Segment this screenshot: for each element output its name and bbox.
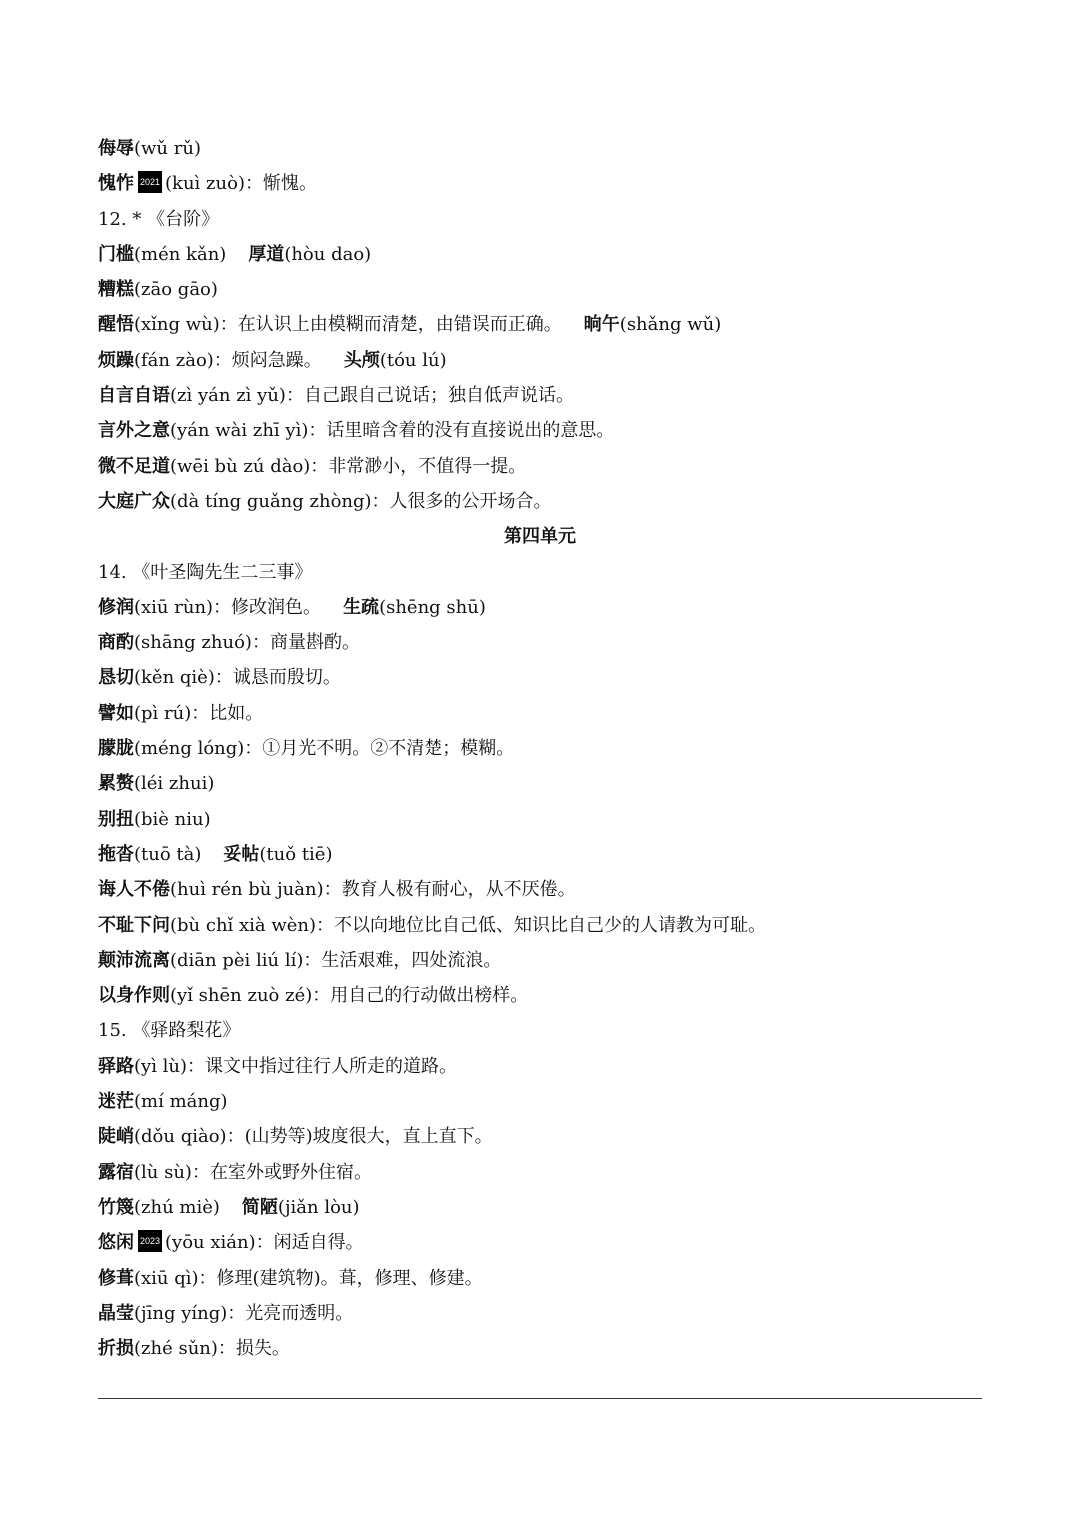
vocab-text: (tuō tà) (134, 843, 202, 865)
vocab-text: (hòu dao) (284, 243, 372, 265)
vocab-text: (yǐ shēn zuò zé)：用自己的行动做出榜样。 (170, 985, 529, 1007)
vocab-text: (zì yán zì yǔ)：自己跟自己说话；独自低声说话。 (170, 385, 574, 407)
vocab-term: 诲人不倦 (98, 879, 170, 901)
vocab-line (98, 766, 982, 801)
vocab-line (98, 1225, 982, 1260)
vocab-text: (xiū qì)：修理(建筑物)。葺，修理、修建。 (134, 1267, 483, 1289)
vocab-text: (lù sù)：在室外或野外住宿。 (134, 1161, 372, 1183)
vocab-term: 驿路 (98, 1055, 134, 1077)
vocab-line (98, 166, 982, 201)
vocab-text: 15. 《驿路梨花》 (98, 1020, 241, 1042)
vocab-term: 简陋 (241, 1196, 278, 1218)
vocab-line (98, 978, 982, 1013)
vocab-text: (xiū rùn)：修改润色。 (134, 596, 322, 618)
vocab-line (98, 837, 982, 872)
vocab-line (98, 1190, 982, 1225)
vocabulary-list (98, 131, 982, 1366)
vocab-text: (yán wài zhī yì)：话里暗含着的没有直接说出的意思。 (170, 420, 615, 442)
vocab-line (98, 202, 982, 237)
vocab-text: (yì lù)：课文中指过往行人所走的道路。 (134, 1055, 458, 1077)
vocab-line (98, 1013, 982, 1048)
vocab-text: (shēng shū) (379, 596, 486, 618)
vocab-term: 微不足道 (98, 455, 170, 477)
vocab-text: (tóu lú) (379, 349, 447, 371)
vocab-line (98, 1296, 982, 1331)
vocab-term: 侮辱 (98, 138, 134, 159)
vocab-line (98, 1331, 982, 1366)
vocab-text: (zhé sǔn)：损失。 (134, 1338, 290, 1360)
vocab-line (98, 449, 982, 484)
vocab-term: 譬如 (98, 702, 134, 724)
vocab-line (98, 908, 982, 943)
vocab-line (98, 484, 982, 519)
vocab-text: (tuǒ tiē) (259, 843, 333, 865)
vocab-line (98, 1119, 982, 1154)
vocab-text: 14. 《叶圣陶先生二三事》 (98, 561, 313, 583)
vocab-term: 悠闲 (98, 1232, 134, 1254)
unit-heading (98, 519, 982, 554)
vocab-text: (mí máng) (134, 1091, 228, 1113)
vocab-line (98, 590, 982, 625)
vocab-term: 别扭 (98, 808, 134, 830)
vocab-text: (dǒu qiào)：(山势等)坡度很大，直上直下。 (134, 1126, 493, 1148)
year-badge: 2023 (138, 1230, 162, 1252)
vocab-line (98, 272, 982, 307)
vocab-line (98, 660, 982, 695)
vocab-term: 以身作则 (98, 985, 170, 1007)
vocab-text: (shǎng wǔ) (619, 314, 722, 336)
year-badge: 2021 (138, 171, 162, 193)
vocab-term: 竹篾 (98, 1196, 134, 1218)
vocab-term: 言外之意 (98, 420, 170, 442)
vocab-text: (jiǎn lòu) (277, 1196, 360, 1218)
vocab-term: 不耻下问 (98, 914, 170, 936)
vocab-term: 烦躁 (98, 349, 134, 371)
vocab-term: 妥帖 (223, 843, 260, 865)
vocab-term: 恳切 (98, 667, 134, 689)
vocab-line (98, 1155, 982, 1190)
vocab-term: 修润 (98, 596, 134, 618)
vocab-text: (wēi bù zú dào)：非常渺小，不值得一提。 (170, 455, 527, 477)
vocab-term: 折损 (98, 1338, 134, 1360)
vocab-text: (zhú miè) (134, 1196, 220, 1218)
vocab-line (98, 237, 982, 272)
vocab-line (98, 802, 982, 837)
vocab-line (98, 625, 982, 660)
vocab-text: (shāng zhuó)：商量斟酌。 (134, 632, 360, 654)
vocab-line (98, 1261, 982, 1296)
vocab-term: 醒悟 (98, 314, 134, 336)
vocab-term: 厚道 (248, 243, 285, 265)
vocab-term: 累赘 (98, 773, 134, 795)
vocab-line (98, 1084, 982, 1119)
vocab-line (98, 731, 982, 766)
vocab-term: 修葺 (98, 1267, 134, 1289)
vocab-text: (fán zào)：烦闷急躁。 (134, 349, 322, 371)
vocab-text: (méng lóng)：①月光不明。②不清楚；模糊。 (134, 738, 515, 760)
vocab-text: (dà tíng guǎng zhòng)：人很多的公开场合。 (170, 490, 552, 512)
vocab-line (98, 696, 982, 731)
vocab-term: 迷茫 (98, 1091, 134, 1113)
vocab-term: 露宿 (98, 1161, 134, 1183)
vocab-term: 自言自语 (98, 385, 170, 407)
vocab-text: (diān pèi liú lí)：生活艰难，四处流浪。 (170, 949, 502, 971)
vocab-line (98, 307, 982, 342)
vocab-text: (bù chǐ xià wèn)：不以向地位比自己低、知识比自己少的人请教为可耻。 (170, 914, 767, 936)
vocab-term: 糟糕 (98, 279, 134, 301)
vocab-term: 门槛 (98, 243, 134, 265)
vocab-term: 商酌 (98, 632, 134, 654)
vocab-term: 愧怍 (98, 173, 134, 195)
vocab-line (98, 131, 982, 166)
vocab-text: (yōu xián)：闲适自得。 (165, 1232, 364, 1254)
vocab-term: 朦胧 (98, 738, 134, 760)
vocab-text: 第四单元 (504, 526, 576, 548)
vocab-term: 拖沓 (98, 843, 134, 865)
vocab-text: (mén kǎn) (134, 243, 227, 265)
vocab-line (98, 943, 982, 978)
vocab-text: (léi zhui) (134, 773, 215, 795)
vocab-term: 生疏 (343, 596, 380, 618)
vocab-line (98, 413, 982, 448)
vocab-term: 晌午 (583, 314, 620, 336)
vocab-text: (huì rén bù juàn)：教育人极有耐心，从不厌倦。 (170, 879, 576, 901)
vocab-text: (wǔ rǔ) (134, 138, 201, 159)
vocab-term: 陡峭 (98, 1126, 134, 1148)
vocab-line (98, 872, 982, 907)
vocab-line (98, 343, 982, 378)
vocab-line (98, 1049, 982, 1084)
vocab-text: (biè niu) (134, 808, 211, 830)
vocab-term: 头颅 (343, 349, 380, 371)
vocab-term: 颠沛流离 (98, 949, 170, 971)
vocab-text: (kuì zuò)：惭愧。 (165, 173, 317, 195)
vocab-text: (zāo gāo) (134, 279, 218, 301)
vocab-text: 12. * 《台阶》 (98, 208, 220, 230)
footer-rule (98, 1398, 982, 1399)
vocab-text: (jīng yíng)：光亮而透明。 (134, 1302, 354, 1324)
vocab-term: 晶莹 (98, 1302, 134, 1324)
vocab-text: (kěn qiè)：诚恳而殷切。 (134, 667, 341, 689)
vocab-line (98, 378, 982, 413)
vocab-text: (pì rú)：比如。 (134, 702, 264, 724)
vocab-text: (xǐng wù)：在认识上由模糊而清楚，由错误而正确。 (134, 314, 562, 336)
vocab-line (98, 555, 982, 590)
vocab-term: 大庭广众 (98, 490, 170, 512)
